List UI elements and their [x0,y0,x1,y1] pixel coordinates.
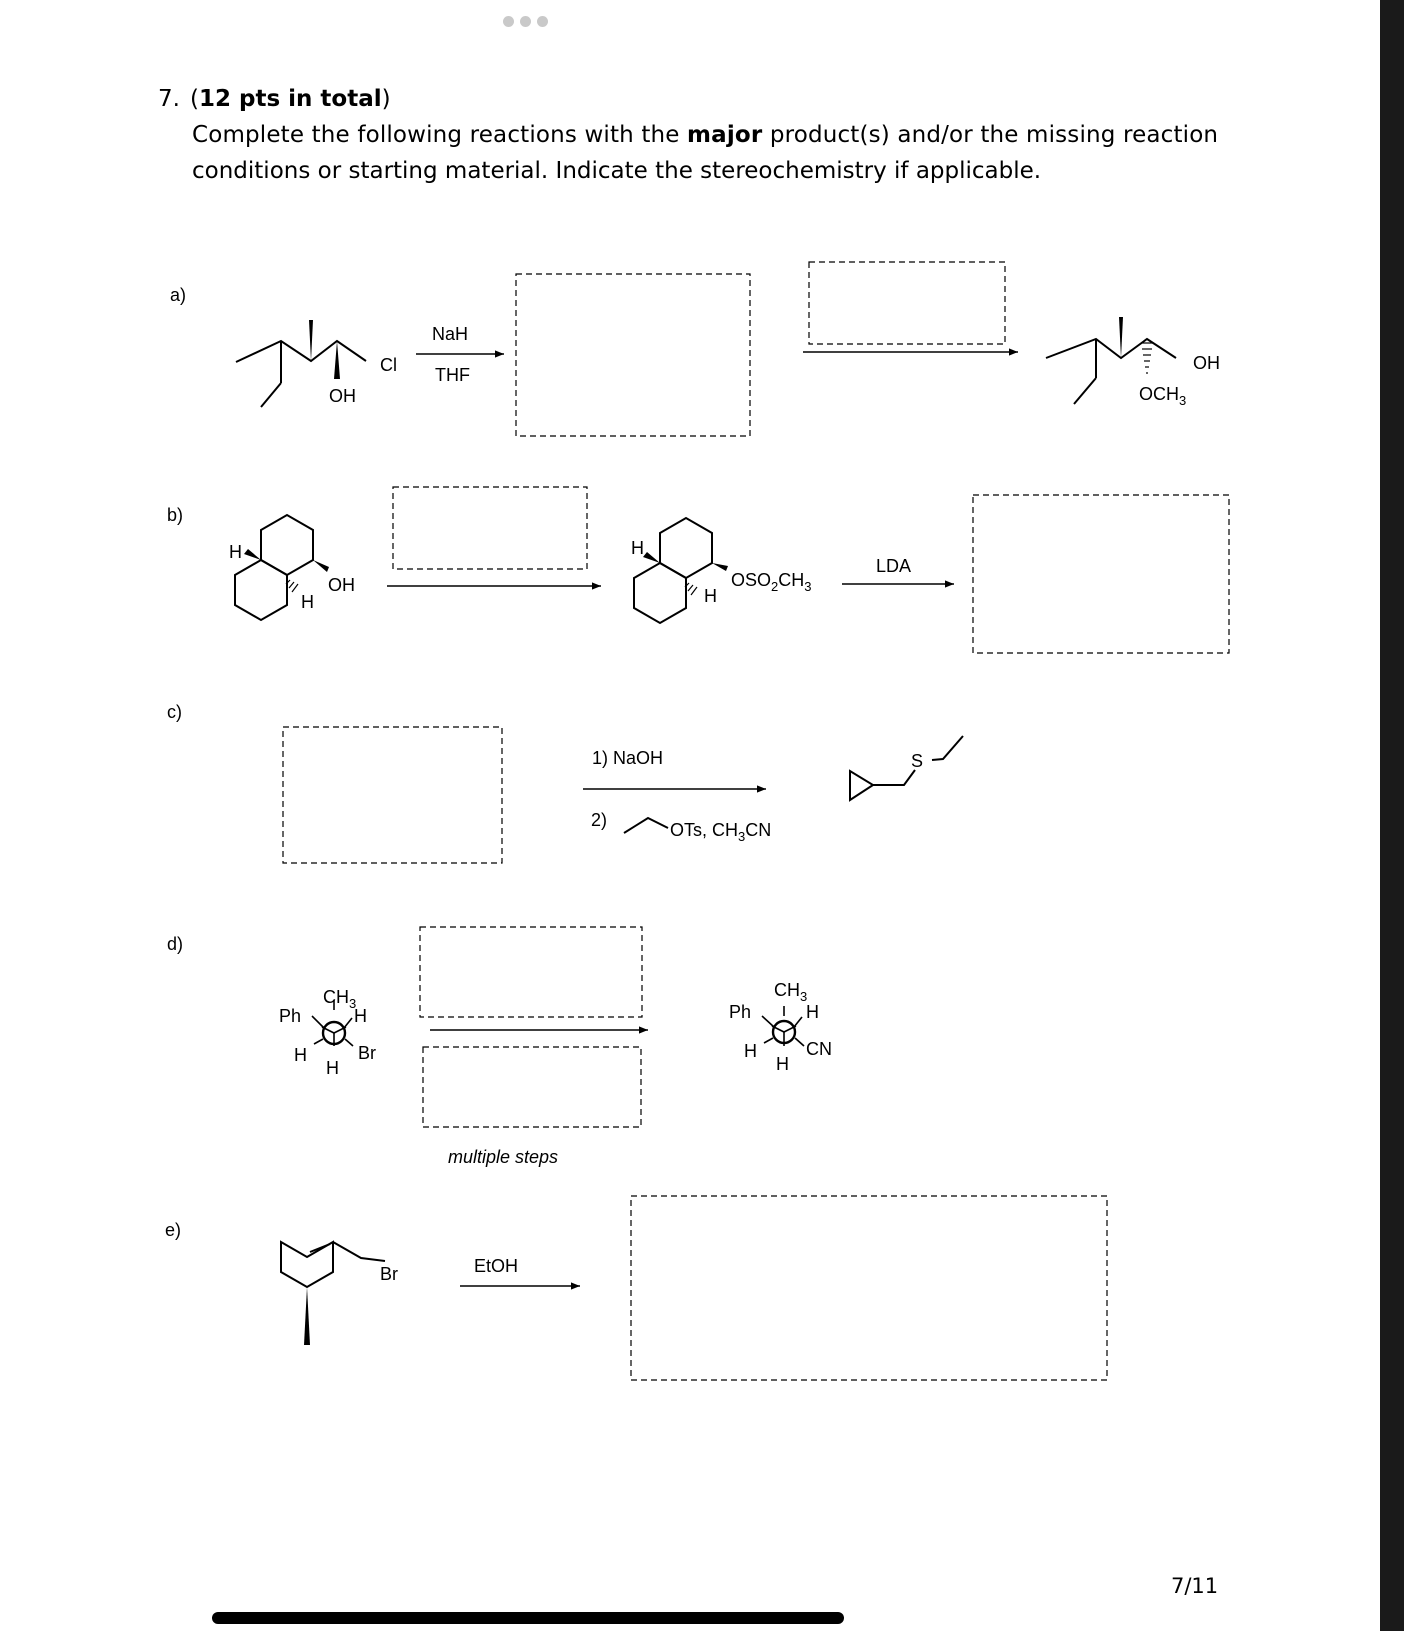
part-c-step-2-reagent: OTs, $CH_3CN$ [670,820,772,844]
part-c-step-1: 1) NaOH [592,748,664,768]
part-a-prod-oh: OH [1193,353,1220,373]
part-c-allyl-fragment [624,818,668,833]
part-c-answer-box-starting-material[interactable] [283,727,502,863]
part-d-right-h-bottom: H [776,1054,789,1074]
part-b-h-2: H [301,592,314,612]
part-b [167,487,1229,653]
part-a-label: a) [170,285,187,305]
part-d-answer-box-bottom[interactable] [423,1047,641,1127]
part-e [165,1196,1107,1380]
part-b-h-1: H [229,542,242,562]
instruction-line-1: Complete the following reactions with the major product(s) and/or the missing reaction [192,122,1218,148]
part-d-label: d) [167,934,184,954]
part-e-label: e) [165,1220,182,1240]
part-e-answer-box-product[interactable] [631,1196,1107,1380]
part-d-right-ph: Ph [729,1002,752,1022]
part-b-decalin-alcohol [235,515,329,620]
part-d-right-ch3: $CH_3$ [774,980,808,1004]
part-e-reagent-etoh: EtOH [474,1256,519,1276]
part-b-h-3: H [631,538,644,558]
part-b-answer-box-reagent[interactable] [393,487,587,569]
part-a-sm-cl: Cl [380,355,397,375]
part-a [170,262,1220,436]
part-a-answer-box-reagent[interactable] [809,262,1005,344]
points-total: (12 pts in total) [190,86,391,112]
part-d-left-br: Br [358,1043,376,1063]
part-d-left-h-left: H [294,1045,307,1065]
part-a-reagent-thf: THF [435,365,470,385]
page-number: 7/11 [1171,1574,1219,1598]
part-e-br: Br [380,1264,398,1284]
part-b-h-4: H [704,586,717,606]
part-a-answer-box-intermediate[interactable] [516,274,750,436]
part-b-answer-box-product[interactable] [973,495,1229,653]
instruction-line-2: conditions or starting material. Indicate the stereochemistry if applicable. [192,158,1042,184]
part-c-label: c) [167,702,182,722]
part-a-prod-och3: $OCH_3$ [1139,384,1187,408]
question-number: 7. [158,86,180,112]
part-b-label: b) [167,505,184,525]
part-d-right-h-top: H [806,1002,819,1022]
part-d-left-h-bottom: H [326,1058,339,1078]
part-a-reagent-nah: NaH [432,324,469,344]
part-c-sulfide-product [850,736,963,800]
part-a-sm-oh: OH [329,386,356,406]
part-b-reagent-lda: LDA [876,556,912,576]
part-d-right-h-left: H [744,1041,757,1061]
part-d-left-h-top: H [354,1006,367,1026]
part-b-oh: OH [328,575,355,595]
part-c-sulfur: S [911,751,924,771]
part-d-left-ch3: $CH_3$ [323,987,357,1011]
part-d-right-cn: CN [806,1039,832,1059]
part-c [167,702,963,863]
part-b-oso2ch3: $OSO_2CH_3$ [731,570,812,594]
part-e-allylic-bromide [281,1242,385,1345]
question-header [158,86,1218,184]
part-d-answer-box-top[interactable] [420,927,642,1017]
part-d [167,927,832,1167]
part-d-multiple-steps: multiple steps [448,1147,559,1167]
part-d-newman-right [762,1006,804,1046]
part-b-decalin-mesylate [634,518,728,623]
part-d-left-ph: Ph [279,1006,302,1026]
part-c-step-2-number: 2) [591,810,608,830]
